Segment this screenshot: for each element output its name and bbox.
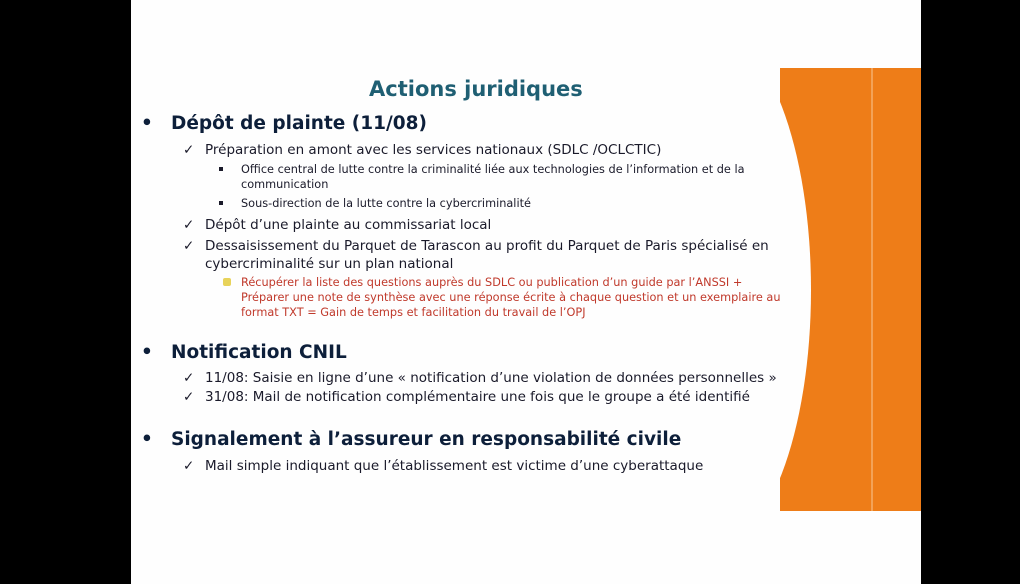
checkmark-icon: ✓ — [183, 217, 195, 233]
bullet-icon: • — [141, 342, 153, 363]
section-heading-depot-plainte: • Dépôt de plainte (11/08) — [141, 113, 427, 134]
slide-content: Actions juridiques • Dépôt de plainte (11/08) ✓ Préparation en amont avec les services nationaux (SDLC /OCLCTIC) Office central de lutte contre la criminalité liée aux technologies de l’information et de la communication Sous-direction de la lutte contre la cybercriminalité ✓ Dépôt d’une plainte au commissariat local ✓ Dessaisissement du Parquet de Tarascon au profit du Parquet de Paris spécialisé en cybercriminalité sur un plan national Récupérer la liste des questions auprès du SDLC ou publication d’un guide par l’ANSSI + Préparer une note de synthèse avec une réponse écrite à chaque question et un exemplaire au format TXT = Gain de temps et facilitation du travail de l’OPJ • Notification CNIL ✓ 11/08: Saisie en ligne d’une « notification d’une violation de données personnelles » ✓ 31/08: Mail de notification complémentaire une fois que le groupe a été identifié • Signalement à l’assureur en responsabilité civile ✓ Mail simple indiquant que l’établissement est victime d’une cyberattaque — [141, 77, 781, 474]
checkmark-icon: ✓ — [183, 389, 195, 405]
checkmark-icon: ✓ — [183, 238, 195, 254]
checkmark-icon: ✓ — [183, 458, 195, 474]
list-item: ✓ Dépôt d’une plainte au commissariat local — [183, 217, 492, 233]
checkmark-icon: ✓ — [183, 142, 195, 158]
pencil-note-icon — [223, 278, 231, 286]
list-item: ✓ Préparation en amont avec les services nationaux (SDLC /OCLCTIC) — [183, 142, 662, 158]
checkmark-icon: ✓ — [183, 370, 195, 386]
presentation-slide — [131, 0, 921, 584]
square-bullet-icon — [219, 167, 223, 171]
list-item: ✓ Mail simple indiquant que l’établissement est victime d’une cyberattaque — [183, 458, 704, 474]
bullet-icon: • — [141, 113, 153, 134]
section-heading-signalement-assureur: • Signalement à l’assureur en responsabilité civile — [141, 429, 682, 450]
list-item: ✓ 11/08: Saisie en ligne d’une « notification d’une violation de données personnelles » — [183, 370, 777, 386]
list-item: ✓ Dessaisissement du Parquet de Tarascon au profit du Parquet de Paris spécialisé en cybercriminalité sur un plan national — [183, 238, 769, 272]
square-bullet-icon — [219, 201, 223, 205]
section-heading-notification-cnil: • Notification CNIL — [141, 342, 347, 363]
bullet-icon: • — [141, 429, 153, 450]
slide-title: Actions juridiques — [369, 77, 583, 101]
list-item: ✓ 31/08: Mail de notification complémentaire une fois que le groupe a été identifié — [183, 389, 750, 405]
